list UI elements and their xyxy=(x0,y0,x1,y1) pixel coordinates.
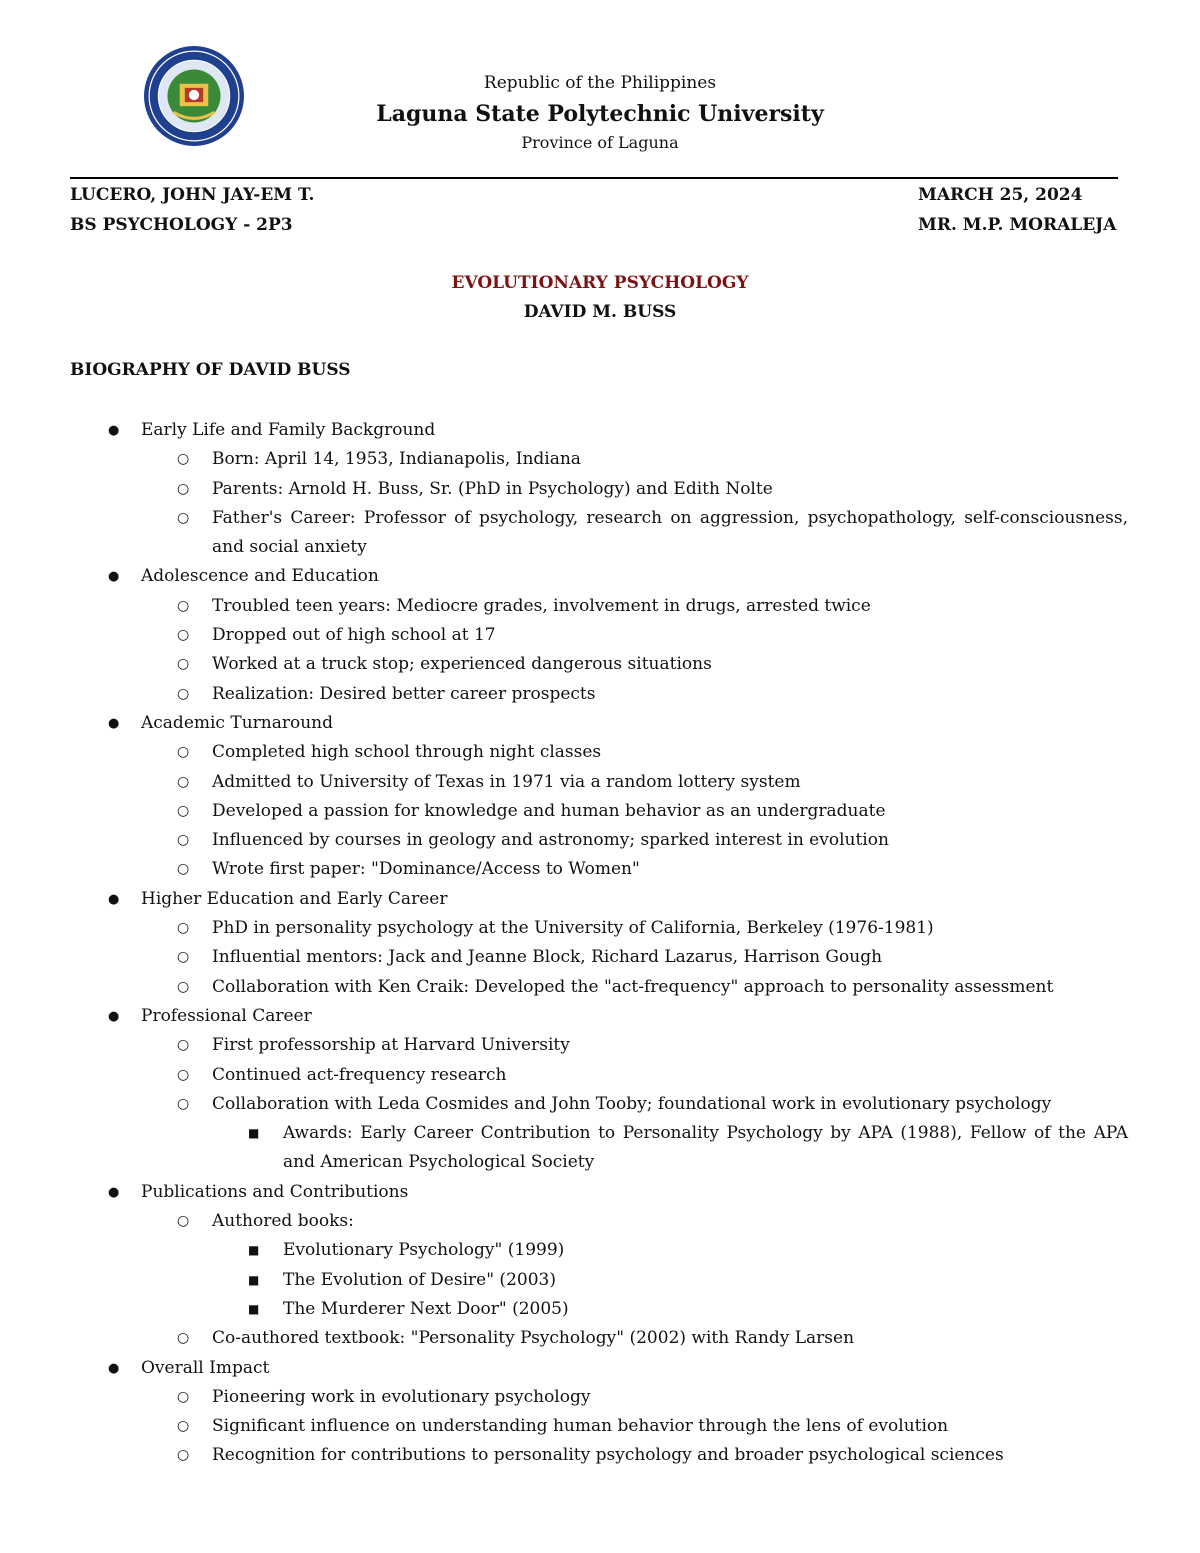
student-course: BS PSYCHOLOGY - 2P3 xyxy=(70,215,293,235)
outline-item-text: Higher Education and Early Career xyxy=(141,888,448,909)
outline-item-level-2 xyxy=(0,826,1128,855)
student-name: LUCERO, JOHN JAY-EM T. xyxy=(70,185,315,205)
outline-item-level-2 xyxy=(0,1383,1128,1412)
bullet-marker-icon: ○ xyxy=(177,1213,190,1230)
outline-item-text: Co-authored textbook: "Personality Psychology" (2002) with Randy Larsen xyxy=(212,1328,855,1349)
bullet-marker-icon: ■ xyxy=(248,1243,260,1258)
bullet-marker-icon: ○ xyxy=(177,597,190,614)
outline-item-level-2 xyxy=(0,914,1128,943)
outline-item-level-2 xyxy=(0,1031,1128,1060)
bullet-marker-icon: ○ xyxy=(177,978,190,995)
bullet-marker-icon: ○ xyxy=(177,509,190,526)
outline-item-text: Collaboration with Ken Craik: Developed the "act-frequency" approach to personality assessment xyxy=(212,976,1054,997)
outline-item-text: Completed high school through night classes xyxy=(212,742,602,763)
outline-item-level-2 xyxy=(0,797,1128,826)
outline-item-level-2 xyxy=(0,504,1128,563)
bullet-marker-icon: ○ xyxy=(177,1037,190,1054)
bullet-marker-icon: ○ xyxy=(177,744,190,761)
outline-item-text: Adolescence and Education xyxy=(141,566,379,587)
biography-outline xyxy=(0,416,1200,1471)
outline-item-text: Overall Impact xyxy=(141,1357,270,1378)
outline-item-text: Professional Career xyxy=(141,1005,312,1026)
bullet-marker-icon: ● xyxy=(108,1360,120,1376)
outline-item-level-2 xyxy=(0,1441,1128,1470)
submission-date: MARCH 25, 2024 xyxy=(918,185,1083,205)
outline-item-text: Early Life and Family Background xyxy=(141,420,436,440)
province-label: Province of Laguna xyxy=(521,133,679,152)
outline-item-level-1 xyxy=(0,709,1200,738)
bullet-marker-icon: ○ xyxy=(177,1066,190,1083)
outline-item-level-3 xyxy=(0,1266,1128,1295)
outline-item-text: The Murderer Next Door" (2005) xyxy=(283,1298,569,1319)
bullet-marker-icon: ● xyxy=(108,1008,120,1024)
outline-item-level-2 xyxy=(0,621,1128,650)
outline-item-level-2 xyxy=(0,1090,1128,1119)
outline-item-text: Born: April 14, 1953, Indianapolis, Indiana xyxy=(212,449,581,470)
outline-item-text: Father's Career: Professor of psychology, research on aggression, psychopathology, self-consciousness, and social anxiety xyxy=(212,507,1128,558)
outline-item-text: The Evolution of Desire" (2003) xyxy=(283,1269,556,1290)
instructor-name: MR. M.P. MORALEJA xyxy=(918,215,1117,235)
outline-item-text: Evolutionary Psychology" (1999) xyxy=(283,1240,565,1261)
outline-item-level-2 xyxy=(0,475,1128,504)
bullet-marker-icon: ○ xyxy=(177,627,190,644)
outline-item-text: Admitted to University of Texas in 1971 via a random lottery system xyxy=(212,771,801,792)
section-heading: BIOGRAPHY OF DAVID BUSS xyxy=(70,360,351,380)
outline-item-text: Collaboration with Leda Cosmides and John Tooby; foundational work in evolutionary psychology xyxy=(212,1093,1052,1114)
outline-item-level-1 xyxy=(0,562,1200,591)
bullet-marker-icon: ○ xyxy=(177,1095,190,1112)
outline-item-level-2 xyxy=(0,1324,1128,1353)
bullet-marker-icon: ○ xyxy=(177,949,190,966)
bullet-marker-icon: ○ xyxy=(177,451,190,468)
outline-item-text: Troubled teen years: Mediocre grades, involvement in drugs, arrested twice xyxy=(212,595,871,616)
bullet-marker-icon: ■ xyxy=(248,1272,260,1287)
outline-item-level-2 xyxy=(0,973,1128,1002)
outline-item-level-2 xyxy=(0,445,1128,474)
header-divider xyxy=(70,177,1118,179)
outline-item-text: First professorship at Harvard University xyxy=(212,1035,570,1056)
bullet-marker-icon: ● xyxy=(108,1184,120,1200)
outline-item-text: Influenced by courses in geology and astronomy; sparked interest in evolution xyxy=(212,830,889,851)
outline-item-text: Continued act-frequency research xyxy=(212,1064,507,1085)
bullet-marker-icon: ○ xyxy=(177,685,190,702)
outline-item-level-2 xyxy=(0,680,1128,709)
outline-item-level-2 xyxy=(0,592,1128,621)
bullet-marker-icon: ● xyxy=(108,423,120,438)
bullet-marker-icon: ■ xyxy=(248,1301,260,1316)
bullet-marker-icon: ○ xyxy=(177,1418,190,1435)
outline-item-level-1 xyxy=(0,1354,1200,1383)
outline-item-level-2 xyxy=(0,855,1128,884)
bullet-marker-icon: ○ xyxy=(177,1330,190,1347)
outline-item-level-2 xyxy=(0,943,1128,972)
republic-label: Republic of the Philippines xyxy=(483,73,717,93)
outline-item-level-2 xyxy=(0,738,1128,767)
outline-item-level-2 xyxy=(0,1207,1128,1236)
outline-item-text: Significant influence on understanding human behavior through the lens of evolution xyxy=(212,1416,949,1437)
outline-item-level-1 xyxy=(0,1002,1200,1031)
outline-item-level-2 xyxy=(0,650,1128,679)
outline-item-level-1 xyxy=(0,1178,1200,1207)
bullet-marker-icon: ○ xyxy=(177,480,190,497)
outline-item-level-3 xyxy=(0,1236,1128,1265)
outline-item-text: Developed a passion for knowledge and human behavior as an undergraduate xyxy=(212,800,886,821)
outline-item-text: Recognition for contributions to personality psychology and broader psychological sciences xyxy=(212,1445,1004,1466)
outline-item-text: Parents: Arnold H. Buss, Sr. (PhD in Psychology) and Edith Nolte xyxy=(212,478,773,499)
document-title: EVOLUTIONARY PSYCHOLOGY xyxy=(451,273,749,293)
outline-item-text: Dropped out of high school at 17 xyxy=(212,625,496,646)
bullet-marker-icon: ● xyxy=(108,715,120,731)
bullet-marker-icon: ● xyxy=(108,569,120,585)
bullet-marker-icon: ○ xyxy=(177,773,190,790)
bullet-marker-icon: ○ xyxy=(177,656,190,673)
bullet-marker-icon: ■ xyxy=(248,1126,260,1141)
bullet-marker-icon: ● xyxy=(108,891,120,907)
outline-item-text: Pioneering work in evolutionary psychology xyxy=(212,1386,591,1407)
outline-item-text: Influential mentors: Jack and Jeanne Block, Richard Lazarus, Harrison Gough xyxy=(212,947,883,968)
outline-item-level-1 xyxy=(0,885,1200,914)
university-name: Laguna State Polytechnic University xyxy=(376,101,824,127)
outline-item-text: Awards: Early Career Contribution to Personality Psychology by APA (1988), Fellow of the APA and American Psychological Society xyxy=(283,1123,1128,1173)
outline-item-text: Worked at a truck stop; experienced dangerous situations xyxy=(212,654,712,675)
outline-item-text: Academic Turnaround xyxy=(141,712,333,733)
bullet-marker-icon: ○ xyxy=(177,1388,190,1405)
outline-item-level-2 xyxy=(0,1061,1128,1090)
bullet-marker-icon: ○ xyxy=(177,1447,190,1464)
outline-item-level-2 xyxy=(0,1412,1128,1441)
outline-item-text: Wrote first paper: "Dominance/Access to Women" xyxy=(212,859,640,880)
bullet-marker-icon: ○ xyxy=(177,861,190,878)
outline-item-text: Realization: Desired better career prospects xyxy=(212,683,596,704)
outline-item-level-3 xyxy=(0,1119,1128,1178)
outline-item-level-2 xyxy=(0,768,1128,797)
bullet-marker-icon: ○ xyxy=(177,920,190,937)
bullet-marker-icon: ○ xyxy=(177,832,190,849)
outline-item-level-3 xyxy=(0,1295,1128,1324)
bullet-marker-icon: ○ xyxy=(177,802,190,819)
outline-item-text: Authored books: xyxy=(212,1211,354,1232)
university-seal-icon xyxy=(143,45,245,147)
outline-item-level-1 xyxy=(0,416,1200,445)
outline-item-text: Publications and Contributions xyxy=(141,1181,409,1202)
outline-item-text: PhD in personality psychology at the University of California, Berkeley (1976-1981) xyxy=(212,918,934,939)
document-subtitle: DAVID M. BUSS xyxy=(523,302,677,322)
